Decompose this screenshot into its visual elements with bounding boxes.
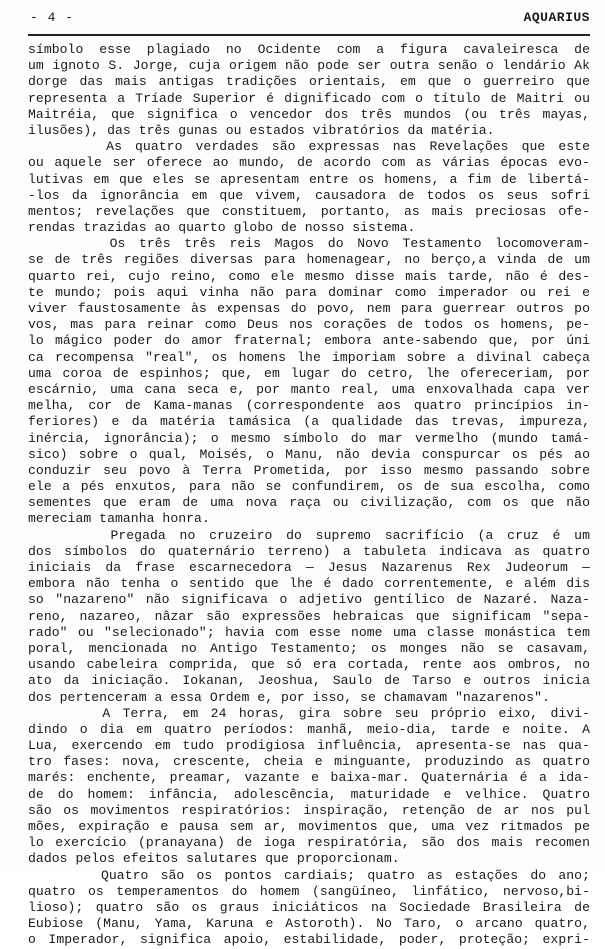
text-line: se de três regiões diversas para homenagear, no berço,a vinda de um (28, 252, 590, 268)
text-line: dindo o dia em quatro períodos: manhã, meio-dia, tarde e noite. A (28, 721, 590, 737)
header-rule (28, 34, 590, 36)
text-line: Os três três reis Magos do Novo Testamento locomoveram- (28, 236, 590, 252)
text-line: sementes que eram de uma nova raça ou civilização, com os que não (28, 495, 590, 511)
text-line: ou aquele ser oferece ao mundo, de acordo com as várias épocas evo- (28, 155, 590, 171)
text-line: reno, nazareo, nâzar são expressões hebraicas que significam "sepa- (28, 608, 590, 624)
text-line: Pregada no cruzeiro do supremo sacrifício (a cruz é um (28, 527, 590, 543)
text-line: Lua, exercendo em tudo prodigiosa influência, apresenta-se nas qua- (28, 738, 590, 754)
text-line: -los da ignorância em que vivem, causadora de todos os seus sofri (28, 187, 590, 203)
text-line: lutivas em que eles se apresentam entre os homens, a fim de libertá- (28, 171, 590, 187)
text-line: conduzir seu povo à Terra Prometida, por isso mesmo passando sobre (28, 462, 590, 478)
text-line: inércia, ignorância); o mesmo símbolo do mar vermelho (mundo tamá- (28, 430, 590, 446)
text-line: quarto rei, cujo reino, como ele mesmo disse mais tarde, não é des- (28, 268, 590, 284)
text-line: feriores) e da matéria tamásica (a qualidade das trevas, impureza, (28, 414, 590, 430)
text-line: escárnio, uma cana seca e, por manto real, uma enxovalhada capa ver (28, 381, 590, 397)
text-line: rado" ou "selecionado"; havia com esse nome uma classe monástica tem (28, 624, 590, 640)
text-line: mereciam tamanha honra. (28, 511, 210, 527)
text-line: um ignoto S. Jorge, cuja origem não pode ser outra senão o lendário Ak (28, 58, 590, 74)
text-line: sico) sobre o qual, Moisés, o Manu, não devia conspurcar os pés ao (28, 446, 590, 462)
text-line: Eubiose (Manu, Yama, Karuna e Astoroth). No Taro, o arcano quatro, (28, 916, 590, 932)
text-line: te mundo; pois aqui vinha não para dominar como imperador ou rei e (28, 284, 590, 300)
text-line: o Imperador, significa apoio, estabilidade, poder, proteção; expri- (28, 932, 590, 948)
text-line: representa a Tríade Superior é dignificado com o título de Maitri ou (28, 90, 590, 106)
text-line: ele a pés enxutos, para não se confundirem, os de sua escolha, como (28, 479, 590, 495)
text-line: iniciais da frase escarnecedora — Jesus Nazarenus Rex Judeorum — (28, 560, 590, 575)
text-line: de do homem: infância, adolescência, maturidade e velhice. Quatro (28, 786, 590, 802)
text-line: Maitréia, que significa o vencedor dos três mundos (ou três mayas, (28, 106, 590, 122)
text-line: são os movimentos respiratórios: inspiração, retenção de ar nos pul (28, 802, 590, 818)
text-line: embora não tenha o sentido que lhe é dado correntemente, e além dis (28, 576, 590, 592)
text-line: poral, mencionada no Antigo Testamento; os monges não se casavam, (28, 640, 590, 656)
text-line: A Terra, em 24 horas, gira sobre seu próprio eixo, divi- (28, 705, 590, 721)
text-line: melha, cor de Kama-manas (correspondente aos quatro princípios in- (28, 398, 590, 414)
running-title: AQUARIUS (523, 10, 590, 25)
text-line: dos símbolos do quaternário terreno) a tabuleta indicava as quatro (28, 543, 590, 559)
text-line: rendas trazidas ao quarto globo de nosso sistema. (28, 220, 416, 236)
text-line: lioso); quatro são os graus iniciáticos na Sociedade Brasileira de (28, 899, 590, 915)
text-line: mentos; revelações que constituem, portanto, as mais preciosas ofe- (28, 203, 590, 219)
text-line: lo exercício (pranayana) de ioga respiratória, são dos mais recomen (28, 835, 590, 851)
text-line: ilusões), das três gunas ou estados vibratórios da matéria. (28, 122, 495, 138)
text-line: mões, expiração e pausa sem ar, movimentos que, uma vez ritmados pe (28, 819, 590, 834)
text-line: símbolo esse plagiado no Ocidente com a figura cavaleiresca de (28, 42, 590, 57)
text-line: quatro os temperamentos do homem (sangüíneo, linfático, nervoso,bi- (28, 883, 590, 899)
text-line: usando cabeleira comprida, que só era cortada, rente aos ombros, no (28, 657, 590, 673)
text-line: lo mágico poder do amor fraternal; embora ante-sabendo que, por úni (28, 333, 590, 349)
text-line: viver faustosamente às expensas do povo, nem para guerrear outros po (28, 301, 590, 316)
text-line: vos, mas para reinar como Deus nos corações de todos os homens, pe- (28, 317, 590, 333)
text-line: so "nazareno" não significava o adjetivo gentílico de Nazaré. Naza- (28, 592, 590, 608)
text-line: ato da iniciação. Iokanan, Jeoshua, Saulo de Tarso e outros inicia (28, 673, 590, 689)
text-line: uma coroa de espinhos; que, em lugar do cetro, lhe ofereceriam, por (28, 365, 590, 381)
text-line: tro fases: nova, crescente, cheia e minguante, produzindo as quatro (28, 754, 590, 770)
body-text (28, 42, 590, 949)
text-line: As quatro verdades são expressas nas Revelações que este (28, 139, 590, 155)
text-line: ca recompensa "real", os homens lhe imporiam sobre a divinal cabeça (28, 349, 590, 365)
text-line: dados pelos efeitos salutares que proporcionam. (28, 851, 400, 867)
text-line: dorge das mais antigas tradições orientais, em que o guerreiro que (28, 74, 590, 90)
text-line: dos pertenceram a essa Ordem e, por isso, se chamavam "nazarenos". (28, 689, 550, 705)
page-number: - 4 - (30, 10, 75, 25)
text-line: Quatro são os pontos cardiais; quatro as estações do ano; (28, 867, 590, 883)
text-line: marés: enchente, preamar, vazante e baixa-mar. Quaternária é a ida- (28, 770, 590, 786)
page-header (30, 10, 590, 28)
